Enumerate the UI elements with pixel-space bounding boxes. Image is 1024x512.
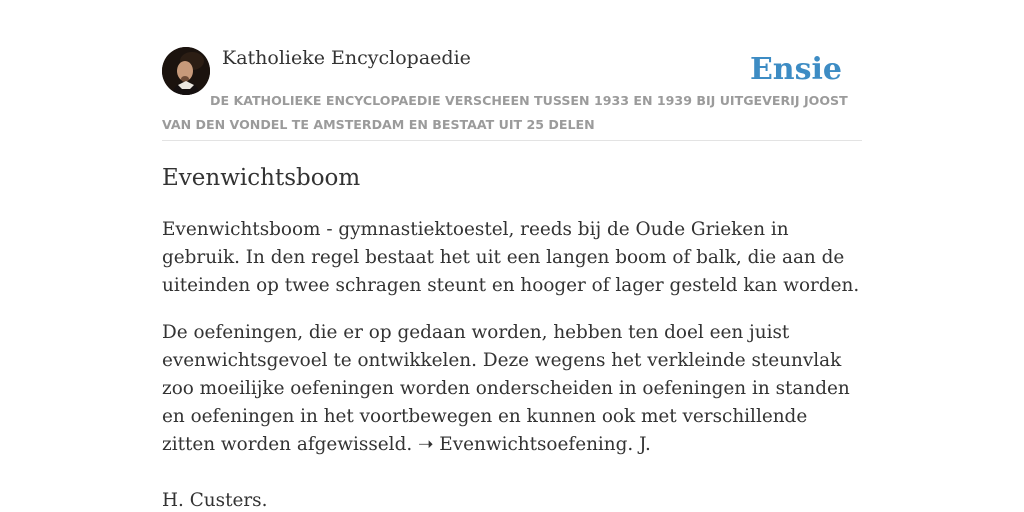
site-tagline: DE KATHOLIEKE ENCYCLOPAEDIE VERSCHEEN TUSSEN 1933 EN 1939 BIJ UITGEVERIJ JOOST VAN DEN VONDEL TE AMSTERDAM EN BESTAAT UIT 25 DELEN (162, 93, 848, 132)
article-title: Evenwichtsboom (162, 165, 361, 191)
ensie-logo-link[interactable]: Ensie (749, 52, 842, 87)
site-title[interactable]: Katholieke Encyclopaedie (222, 47, 471, 69)
article-paragraph: Evenwichtsboom - gymnastiektoestel, reeds bij de Oude Grieken in gebruik. In den regel bestaat het uit een langen boom of balk, die aan de uiteinden op twee schragen steunt en hooger of lager gesteld kan worden. (162, 219, 860, 296)
article-signature: H. Custers. (162, 490, 268, 511)
site-header (162, 46, 862, 141)
site-avatar[interactable] (162, 47, 210, 95)
portrait-icon (162, 47, 210, 95)
article (162, 160, 862, 512)
article-paragraph: De oefeningen, die er op gedaan worden, hebben ten doel een juist evenwichtsgevoel te ontwikkelen. Deze wegens het verkleinde steunvlak zoo moeilijke oefeningen worden onderscheiden in oefeningen in standen en oefeningen in het voortbewegen en kunnen ook met verschillende zitten worden afgewisseld. ➝ Evenwichtsoefening. J. (162, 322, 850, 455)
